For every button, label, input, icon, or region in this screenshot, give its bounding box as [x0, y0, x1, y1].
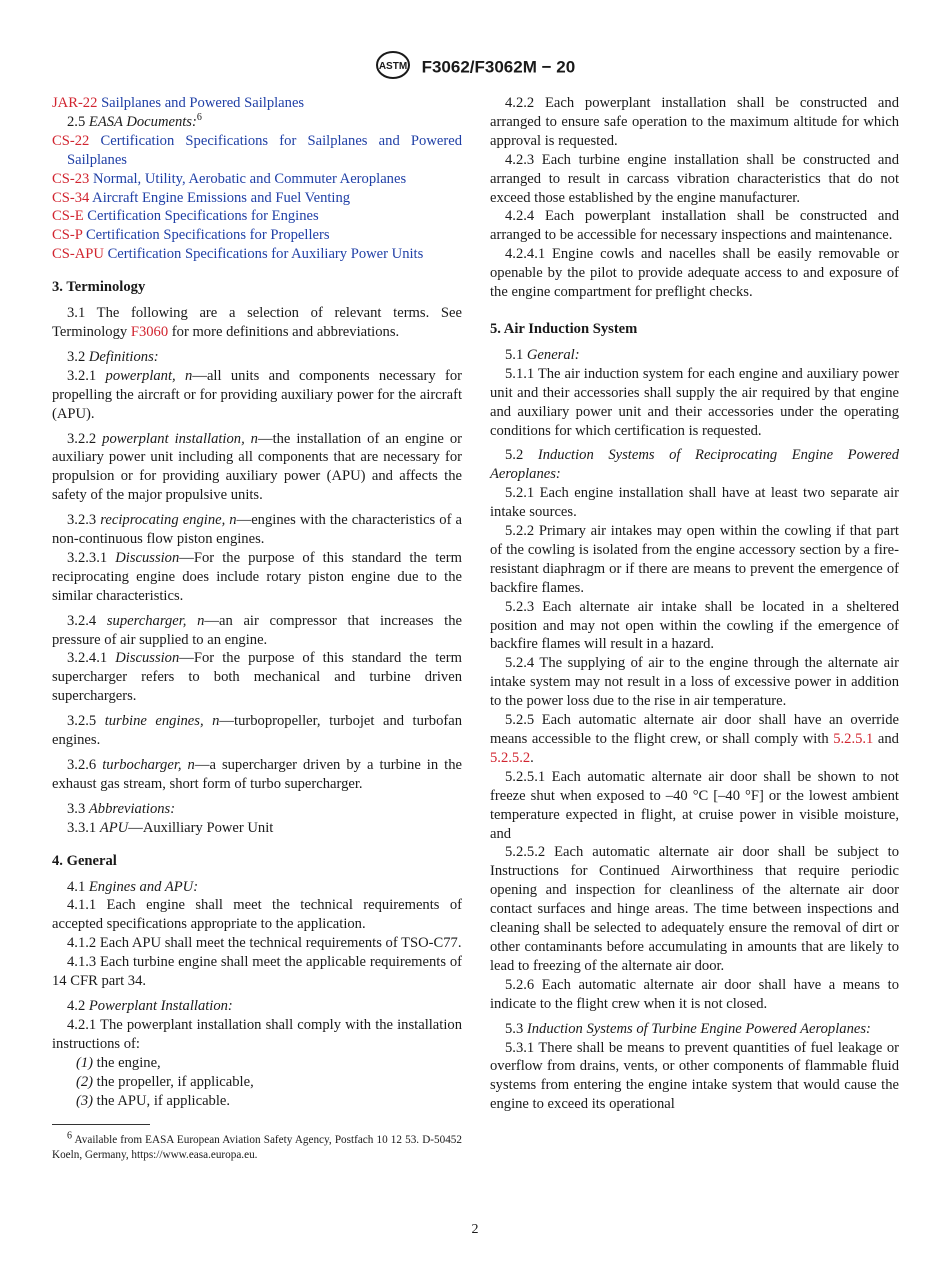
paragraph-5-3: 5.3 Induction Systems of Turbine Engine Powered Aeroplanes:	[505, 1020, 871, 1037]
paragraph-4-2: 4.2 Powerplant Installation:	[67, 997, 233, 1014]
paragraph-5-2: 5.2 Induction Systems of Reciprocating Engine Powered Aeroplanes:	[490, 447, 899, 483]
reference-id[interactable]: CS-22	[52, 132, 90, 149]
paragraph-5-2-5-1: 5.2.5.1 Each automatic alternate air door shall be shown to not freeze shut when exposed to –40 °C [–40 °F] or the lowest ambient temperature expected in flight, at cruise power in visible moisture, and	[490, 768, 899, 842]
reference-cs-apu	[52, 245, 462, 264]
paragraph-4-2-4-1: 4.2.4.1 Engine cowls and nacelles shall be easily removable or openable by the pilot to provide adequate access to and exposure of the engine compartment for preflight checks.	[490, 246, 899, 301]
footnote-divider	[52, 1124, 150, 1125]
footnote-marker[interactable]: 6	[196, 112, 202, 124]
section-heading-general: 4. General	[52, 852, 117, 869]
paragraph-4-2-4: 4.2.4 Each powerplant installation shall be constructed and arranged to be accessible for necessary inspections and maintenance.	[490, 208, 899, 244]
link-f3060[interactable]: F3060	[130, 323, 169, 340]
reference-id[interactable]: CS-P	[52, 227, 83, 244]
paragraph-5-2-6: 5.2.6 Each automatic alternate air door shall have a means to indicate to the flight crew when it is not closed.	[490, 976, 899, 1012]
paragraph-3-2-6: 3.2.6 turbocharger, n—a supercharger driven by a turbine in the exhaust gas stream, short form of turbo supercharger.	[52, 757, 463, 792]
paragraph-3-3-1: 3.3.1 APU—Auxilliary Power Unit	[67, 819, 274, 836]
paragraph-3-2-5: 3.2.5 turbine engines, n—turbopropeller, turbojet and turbofan engines.	[52, 713, 462, 749]
reference-id[interactable]: JAR-22	[52, 95, 98, 111]
paragraph-5-3-1: 5.3.1 There shall be means to prevent quantities of fuel leakage or overflow from drains, vents, or other components of flammable fluid systems from entering the engine intake system that would cause the engine to exceed its operational	[490, 1039, 899, 1113]
paragraph-4-2-3: 4.2.3 Each turbine engine installation shall be constructed and arranged to result in carcass vibration characteristics that do not exceed those established by the engine manufacturer.	[490, 151, 899, 206]
paragraph-5-2-5-2: 5.2.5.2 Each automatic alternate air door shall be subject to Instructions for Continued Airworthiness that require periodic opening and inspection for cleanliness of the alternate air door contact surfaces and hinge areas. The time between inspections and cleaning shall be selected to adequately ensure the removal of dirt or other contaminants before accumulating in amounts that are likely to lead to freezing of the alternate air door.	[490, 844, 899, 974]
link-5-2-5-2[interactable]: 5.2.5.2	[490, 749, 531, 766]
reference-title[interactable]: Sailplanes and Powered Sailplanes	[101, 95, 305, 111]
right-column	[490, 94, 899, 1114]
paragraph-5-2-2: 5.2.2 Primary air intakes may open within the cowling if that part of the cowling is isolated from the engine accessory section by a fire-resistant diaphragm or if there are means to prevent the emergence of backfire flames.	[490, 523, 899, 596]
paragraph-5-1-1: 5.1.1 The air induction system for each engine and auxiliary power unit and their accessories shall supply the air required by that engine and auxiliary power unit and their accessories under the operating conditions for which certification is requested.	[490, 365, 899, 439]
page-header	[0, 50, 950, 85]
paragraph-3-2-1: 3.2.1 powerplant, n—all units and components necessary for propelling the aircraft or for providing auxiliary power for the aircraft (APU).	[52, 367, 463, 422]
paragraph-4-1-2: 4.1.2 Each APU shall meet the technical requirements of TSO-C77.	[67, 935, 462, 952]
document-designation: F3062/F3062M − 20	[421, 57, 576, 77]
reference-title[interactable]: Certification Specifications for Sailplanes and Powered Sailplanes	[67, 132, 462, 168]
paragraph-4-1: 4.1 Engines and APU:	[67, 878, 199, 895]
paragraph-4-2-2: 4.2.2 Each powerplant installation shall be constructed and arranged to ensure safe operation to the maximum altitude for which approval is requested.	[490, 95, 899, 149]
reference-title[interactable]: Certification Specifications for Auxiliary Power Units	[107, 246, 424, 263]
paragraph-3-3: 3.3 Abbreviations:	[67, 800, 176, 817]
paragraph-4-1-1: 4.1.1 Each engine shall meet the technical requirements of accepted specifications appropriate to the application.	[52, 897, 462, 933]
reference-id[interactable]: CS-E	[52, 208, 84, 225]
reference-jar-22	[52, 94, 462, 113]
paragraph-5-2-3: 5.2.3 Each alternate air intake shall be located in a sheltered position and may not open within the cowling if the emergence of backfire flames will result in a hazard.	[490, 598, 899, 653]
paragraph-3-2-3: 3.2.3 reciprocating engine, n—engines with the characteristics of a non-continuous flow piston engines.	[52, 512, 462, 548]
paragraph-5-2-1: 5.2.1 Each engine installation shall have at least two separate air intake sources.	[490, 485, 899, 521]
left-column	[52, 94, 462, 1162]
paragraph-3-2-2: 3.2.2 powerplant installation, n—the installation of an engine or auxiliary power unit including all components that are necessary for propulsion or for providing auxiliary power (APU) and affects the safety of the major propulsive units.	[52, 430, 462, 504]
astm-logo-icon	[375, 50, 411, 85]
reference-title[interactable]: Normal, Utility, Aerobatic and Commuter Aeroplanes	[92, 170, 407, 187]
list-item: (2) the propeller, if applicable,	[76, 1073, 254, 1090]
section-heading-terminology: 3. Terminology	[52, 279, 146, 296]
reference-id[interactable]: CS-APU	[52, 246, 104, 263]
section-heading-air-induction: 5. Air Induction System	[490, 320, 638, 337]
paragraph-3-2-3-1: 3.2.3.1 Discussion—For the purpose of this standard the term reciprocating engine does include rotary piston engine due to the similar characteristics.	[52, 549, 462, 604]
reference-cs-p	[52, 226, 462, 245]
paragraph-3-2-4-1: 3.2.4.1 Discussion—For the purpose of this standard the term supercharger refers to both mechanical and turbine driven superchargers.	[52, 650, 462, 705]
reference-cs-34	[52, 189, 462, 208]
reference-cs-e	[52, 207, 462, 226]
footnote-6: $^6$ Available from EASA European Aviation Safety Agency, Postfach 10 12 53. D-50452 Koeln, Germany, https://www.easa.europa.eu.	[52, 1130, 462, 1161]
reference-cs-22	[52, 132, 462, 170]
reference-id[interactable]: CS-23	[52, 170, 90, 187]
paragraph-3-2-4: 3.2.4 supercharger, n—an air compressor that increases the pressure of air supplied to an engine.	[52, 612, 462, 648]
paragraph-5-2-5: 5.2.5 Each automatic alternate air door shall have an override means accessible to the flight crew, or shall comply with 5.2.5.1 and 5.2.5.2.	[490, 712, 899, 766]
paragraph-4-1-3: 4.1.3 Each turbine engine shall meet the applicable requirements of 14 CFR part 34.	[52, 954, 462, 990]
logo-text: ASTM	[378, 61, 408, 72]
paragraph-3-2: 3.2 Definitions:	[67, 348, 159, 365]
paragraph-3-1: 3.1 The following are a selection of relevant terms. See Terminology F3060 for more definitions and abbreviations.	[52, 305, 462, 340]
reference-cs-23	[52, 170, 462, 189]
reference-title[interactable]: Certification Specifications for Engines	[87, 208, 319, 225]
list-item: (3) the APU, if applicable.	[76, 1092, 231, 1109]
page-number: 2	[471, 1222, 479, 1237]
link-5-2-5-1[interactable]: 5.2.5.1	[833, 731, 874, 747]
paragraph-5-1: 5.1 General:	[505, 346, 580, 363]
reference-id[interactable]: CS-34	[52, 189, 90, 206]
easa-documents-heading: 2.5 EASA Documents:$^6$	[67, 112, 202, 130]
list-item: (1) the engine,	[76, 1054, 161, 1071]
paragraph-4-2-1: 4.2.1 The powerplant installation shall comply with the installation instructions of:	[52, 1016, 462, 1052]
reference-title[interactable]: Aircraft Engine Emissions and Fuel Venting	[92, 189, 351, 206]
paragraph-5-2-4: 5.2.4 The supplying of air to the engine through the alternate air intake system may not result in a loss of excessive power in addition to the power loss due to the rise in air temperature.	[490, 655, 899, 710]
reference-title[interactable]: Certification Specifications for Propellers	[85, 227, 330, 244]
